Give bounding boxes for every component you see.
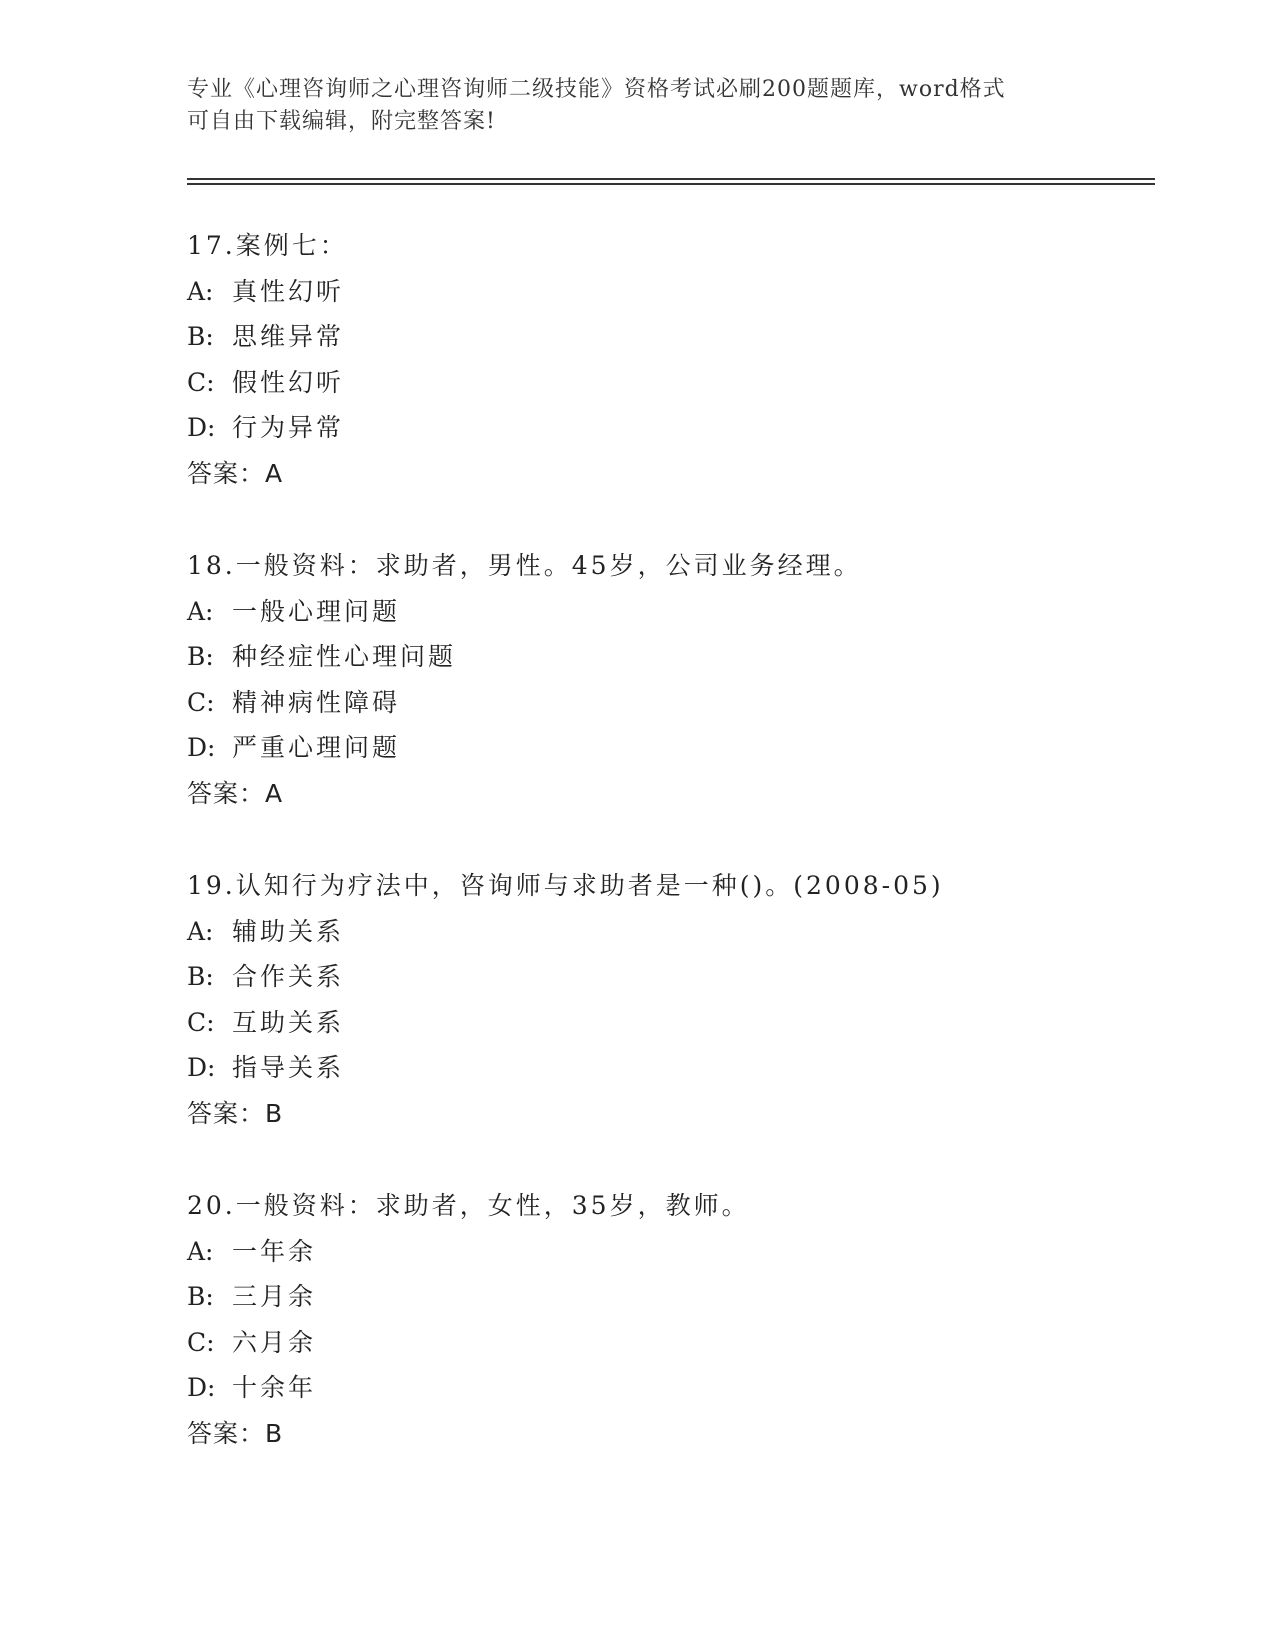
question-18 (187, 543, 1147, 816)
question-17 (187, 223, 1147, 496)
option-text: 精神病性障碍 (232, 687, 401, 717)
option-d (187, 725, 1147, 771)
option-key: D: (187, 1053, 216, 1082)
answer-line: 答案：A (187, 458, 284, 488)
option-text: 严重心理问题 (232, 733, 401, 762)
option-text: 一般心理问题 (232, 596, 401, 626)
option-a (187, 589, 1147, 635)
option-a (187, 1229, 1147, 1275)
option-text: 种经症性心理问题 (232, 642, 457, 671)
option-c (187, 1320, 1147, 1366)
option-text: 合作关系 (232, 962, 345, 991)
option-key: C: (187, 1007, 215, 1037)
option-key: C: (187, 367, 215, 397)
question-stem: 18.一般资料：求助者，男性。45岁，公司业务经理。 (187, 551, 862, 580)
question-stem: 17.案例七： (187, 231, 348, 260)
option-text: 六月余 (232, 1327, 317, 1357)
option-key: A: (187, 596, 214, 626)
option-key: A: (187, 916, 214, 946)
option-text: 互助关系 (232, 1007, 345, 1037)
option-b (187, 954, 1147, 1000)
option-text: 思维异常 (232, 322, 345, 351)
option-text: 一年余 (232, 1236, 317, 1266)
option-key: B: (187, 962, 214, 991)
question-stem: 20.一般资料：求助者，女性，35岁，教师。 (187, 1191, 750, 1220)
option-d (187, 405, 1147, 451)
option-text: 假性幻听 (232, 367, 345, 397)
option-key: D: (187, 413, 216, 442)
question-19 (187, 863, 1147, 1136)
question-stem: 19.认知行为疗法中，咨询师与求助者是一种()。(2008-05) (187, 871, 944, 900)
option-d (187, 1365, 1147, 1411)
option-a (187, 909, 1147, 955)
question-20 (187, 1183, 1147, 1456)
option-c (187, 1000, 1147, 1046)
option-key: D: (187, 733, 216, 762)
option-text: 辅助关系 (232, 916, 345, 946)
answer-line: 答案：A (187, 778, 284, 808)
header-line-2: 可自由下载编辑，附完整答案! (187, 109, 496, 134)
option-a (187, 269, 1147, 315)
option-b (187, 634, 1147, 680)
option-text: 十余年 (232, 1373, 317, 1402)
option-c (187, 680, 1147, 726)
answer-line: 答案：B (187, 1418, 284, 1448)
option-text: 指导关系 (232, 1053, 345, 1082)
option-d (187, 1045, 1147, 1091)
option-text: 真性幻听 (232, 276, 345, 306)
header-line-1: 专业《心理咨询师之心理咨询师二级技能》资格考试必刷200题题库，word格式 (187, 77, 1006, 102)
answer-line: 答案：B (187, 1098, 284, 1128)
option-key: A: (187, 276, 214, 306)
document-header (187, 74, 1087, 138)
option-text: 三月余 (232, 1282, 317, 1311)
option-key: A: (187, 1236, 214, 1266)
option-key: C: (187, 687, 215, 717)
option-key: B: (187, 1282, 214, 1311)
option-b (187, 1274, 1147, 1320)
header-rule-bottom (187, 183, 1155, 185)
option-key: B: (187, 642, 214, 671)
option-key: D: (187, 1373, 216, 1402)
header-rule-top (187, 178, 1155, 180)
option-c (187, 360, 1147, 406)
option-text: 行为异常 (232, 413, 345, 442)
option-key: C: (187, 1327, 215, 1357)
option-b (187, 314, 1147, 360)
option-key: B: (187, 322, 214, 351)
